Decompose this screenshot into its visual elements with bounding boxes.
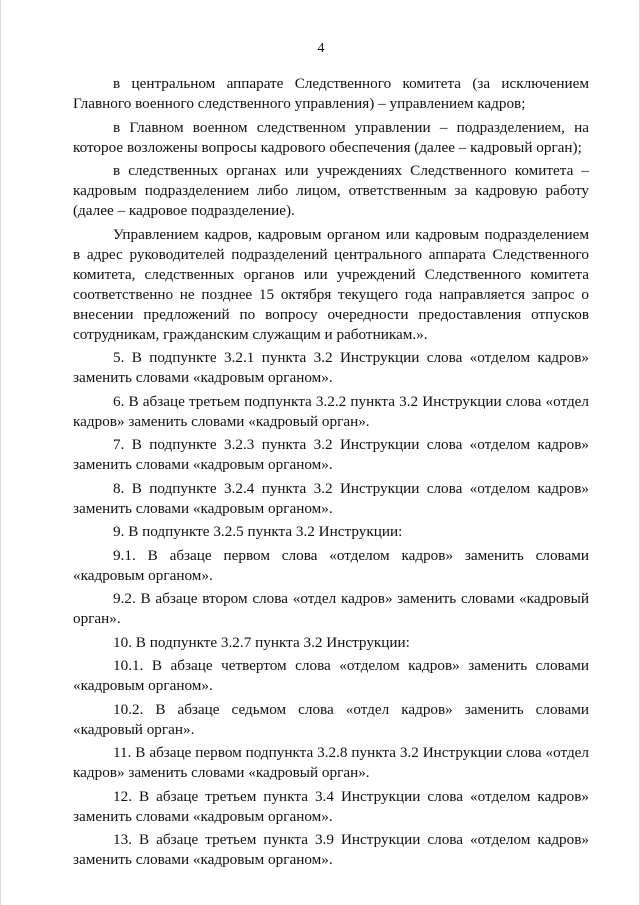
- paragraph-item-9: 9. В подпункте 3.2.5 пункта 3.2 Инструкции:: [113, 523, 403, 540]
- paragraph-item-10-2: 10.2. В абзаце седьмом слова «отдел кадров» заменить словами «кадровый орган».: [73, 700, 589, 738]
- paragraph-item-7: 7. В подпункте 3.2.3 пункта 3.2 Инструкции слова «отделом кадров» заменить словами «кадровым органом».: [73, 436, 589, 473]
- paragraph-item-11: 11. В абзаце первом подпункта 3.2.8 пункта 3.2 Инструкции слова «отдел кадров» заменить словами «кадровый орган».: [73, 744, 589, 781]
- paragraph-item-9-1: 9.1. В абзаце первом слова «отделом кадров» заменить словами «кадровым органом».: [73, 546, 589, 584]
- page-number: 4: [317, 41, 325, 56]
- paragraph-item-5: 5. В подпункте 3.2.1 пункта 3.2 Инструкции слова «отделом кадров» заменить словами «кадровым органом».: [73, 349, 589, 386]
- paragraph-central-apparatus: в центральном аппарате Следственного комитета (за исключением Главного военного следственного управления) – управлением кадров;: [73, 75, 589, 112]
- paragraph-military-directorate: в Главном военном следственном управлении – подразделением, на которое возложены вопросы кадрового обеспечения (далее – кадровый орган);: [73, 118, 589, 156]
- paragraph-request-proposals: Управлением кадров, кадровым органом или кадровым подразделением в адрес руководителей подразделений центрального аппарата Следственного комитета, следственных органов или учреждений Следственного комитета соответственно не позднее 15 октября текущего года направляется запрос о внесении предложений по вопросу очередности предоставления отпусков сотрудникам, гражданским служащим и работникам.».: [73, 225, 589, 343]
- document-body: [73, 74, 589, 870]
- paragraph-item-9-2: 9.2. В абзаце втором слова «отдел кадров» заменить словами «кадровый орган».: [73, 590, 589, 627]
- paragraph-item-13: 13. В абзаце третьем пункта 3.9 Инструкции слова «отделом кадров» заменить словами «кадровым органом».: [73, 831, 589, 868]
- paragraph-item-10-1: 10.1. В абзаце четвертом слова «отделом кадров» заменить словами «кадровым органом».: [73, 657, 589, 694]
- paragraph-item-10: 10. В подпункте 3.2.7 пункта 3.2 Инструкции:: [113, 633, 410, 651]
- paragraph-item-6: 6. В абзаце третьем подпункта 3.2.2 пункта 3.2 Инструкции слова «отдел кадров» заменить словами «кадровый орган».: [73, 392, 589, 430]
- paragraph-investigative-bodies: в следственных органах или учреждениях Следственного комитета – кадровым подразделением либо лицом, ответственным за кадровую работу (далее – кадровое подразделение).: [73, 162, 589, 219]
- paragraph-item-8: 8. В подпункте 3.2.4 пункта 3.2 Инструкции слова «отделом кадров» заменить словами «кадровым органом».: [73, 479, 589, 517]
- paragraph-item-12: 12. В абзаце третьем пункта 3.4 Инструкции слова «отделом кадров» заменить словами «кадровым органом».: [73, 787, 589, 825]
